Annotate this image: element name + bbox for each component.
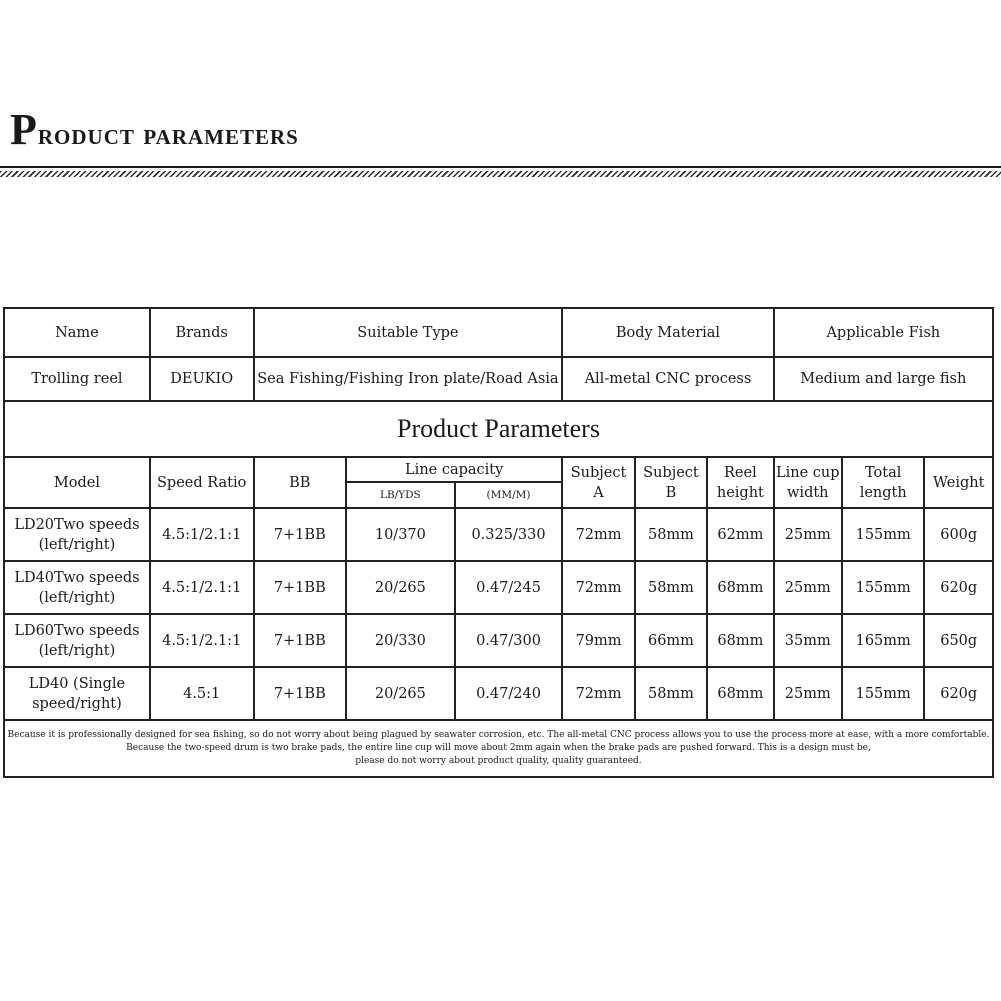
cell-total-length: 155mm bbox=[842, 561, 924, 614]
info-value-brand: DEUKIO bbox=[150, 357, 254, 401]
cell-lb-yds: 20/265 bbox=[346, 667, 455, 720]
heading-hatch-divider bbox=[0, 171, 1001, 177]
cell-model: LD60Two speeds (left/right) bbox=[4, 614, 150, 667]
table-row bbox=[4, 614, 993, 667]
page-heading-rest: roduct parameters bbox=[37, 118, 299, 151]
note-row bbox=[4, 720, 993, 777]
cell-reel-height: 68mm bbox=[707, 667, 773, 720]
product-note bbox=[4, 720, 993, 777]
cell-mm-m: 0.47/245 bbox=[455, 561, 563, 614]
cell-mm-m: 0.47/300 bbox=[455, 614, 563, 667]
cell-total-length: 155mm bbox=[842, 667, 924, 720]
cell-line-cup-width: 25mm bbox=[774, 508, 842, 561]
cell-total-length: 155mm bbox=[842, 508, 924, 561]
col-line-lb-yds: LB/YDS bbox=[346, 482, 455, 508]
cell-speed-ratio: 4.5:1/2.1:1 bbox=[150, 561, 254, 614]
info-header-name: Name bbox=[4, 308, 150, 357]
col-subject-a: Subject A bbox=[562, 457, 634, 508]
cell-model: LD40 (Single speed/right) bbox=[4, 667, 150, 720]
cell-model: LD20Two speeds (left/right) bbox=[4, 508, 150, 561]
note-line: Because the two-speed drum is two brake pads, the entire line cup will move about 2mm again when the brake pads are pushed forward. This is a design must be, bbox=[126, 743, 871, 753]
col-bb: BB bbox=[254, 457, 347, 508]
info-value-body-material: All-metal CNC process bbox=[562, 357, 773, 401]
cell-lb-yds: 10/370 bbox=[346, 508, 455, 561]
cell-weight: 620g bbox=[924, 667, 993, 720]
col-line-mm-m: (MM/M) bbox=[455, 482, 563, 508]
cell-line-cup-width: 25mm bbox=[774, 561, 842, 614]
cell-subject-b: 58mm bbox=[635, 561, 707, 614]
cell-speed-ratio: 4.5:1 bbox=[150, 667, 254, 720]
table-row bbox=[4, 508, 993, 561]
note-line: Because it is professionally designed for sea fishing, so do not worry about being plagued by seawater corrosion, etc. The all-metal CNC process allows you to use the process more at ease, with a more comfortable. bbox=[7, 730, 990, 740]
cell-weight: 650g bbox=[924, 614, 993, 667]
heading-rule bbox=[0, 166, 1001, 168]
col-reel-height: Reel height bbox=[707, 457, 773, 508]
table-row bbox=[4, 561, 993, 614]
cell-bb: 7+1BB bbox=[254, 614, 347, 667]
cell-subject-b: 58mm bbox=[635, 667, 707, 720]
cell-lb-yds: 20/265 bbox=[346, 561, 455, 614]
info-value-name: Trolling reel bbox=[4, 357, 150, 401]
cell-reel-height: 68mm bbox=[707, 614, 773, 667]
col-subject-b: Subject B bbox=[635, 457, 707, 508]
info-header-row bbox=[4, 308, 993, 357]
cell-weight: 620g bbox=[924, 561, 993, 614]
page-heading-first-letter: P bbox=[10, 105, 38, 154]
info-header-brands: Brands bbox=[150, 308, 254, 357]
cell-subject-a: 72mm bbox=[562, 667, 634, 720]
cell-total-length: 165mm bbox=[842, 614, 924, 667]
cell-bb: 7+1BB bbox=[254, 508, 347, 561]
cell-reel-height: 62mm bbox=[707, 508, 773, 561]
cell-subject-a: 72mm bbox=[562, 561, 634, 614]
info-header-applicable-fish: Applicable Fish bbox=[774, 308, 993, 357]
cell-line-cup-width: 35mm bbox=[774, 614, 842, 667]
col-line-cup-width: Line cup width bbox=[774, 457, 842, 508]
col-model: Model bbox=[4, 457, 150, 508]
cell-mm-m: 0.47/240 bbox=[455, 667, 563, 720]
cell-subject-b: 66mm bbox=[635, 614, 707, 667]
col-weight: Weight bbox=[924, 457, 993, 508]
cell-model: LD40Two speeds (left/right) bbox=[4, 561, 150, 614]
page-heading bbox=[10, 105, 299, 157]
col-speed-ratio: Speed Ratio bbox=[150, 457, 254, 508]
info-header-body-material: Body Material bbox=[562, 308, 773, 357]
cell-subject-a: 79mm bbox=[562, 614, 634, 667]
cell-weight: 600g bbox=[924, 508, 993, 561]
cell-lb-yds: 20/330 bbox=[346, 614, 455, 667]
cell-line-cup-width: 25mm bbox=[774, 667, 842, 720]
info-header-suitable-type: Suitable Type bbox=[254, 308, 563, 357]
cell-bb: 7+1BB bbox=[254, 561, 347, 614]
params-header-row bbox=[4, 457, 993, 482]
info-value-applicable-fish: Medium and large fish bbox=[774, 357, 993, 401]
table-row bbox=[4, 667, 993, 720]
cell-speed-ratio: 4.5:1/2.1:1 bbox=[150, 508, 254, 561]
params-title: Product Parameters bbox=[4, 401, 993, 457]
cell-reel-height: 68mm bbox=[707, 561, 773, 614]
info-value-row bbox=[4, 357, 993, 401]
params-title-row bbox=[4, 401, 993, 457]
col-total-length: Total length bbox=[842, 457, 924, 508]
cell-subject-b: 58mm bbox=[635, 508, 707, 561]
info-value-suitable-type: Sea Fishing/Fishing Iron plate/Road Asia bbox=[254, 357, 563, 401]
cell-mm-m: 0.325/330 bbox=[455, 508, 563, 561]
cell-subject-a: 72mm bbox=[562, 508, 634, 561]
col-line-capacity: Line capacity bbox=[346, 457, 562, 482]
note-line: please do not worry about product quality, quality guaranteed. bbox=[355, 756, 642, 766]
product-parameters-table bbox=[3, 307, 994, 778]
cell-speed-ratio: 4.5:1/2.1:1 bbox=[150, 614, 254, 667]
cell-bb: 7+1BB bbox=[254, 667, 347, 720]
